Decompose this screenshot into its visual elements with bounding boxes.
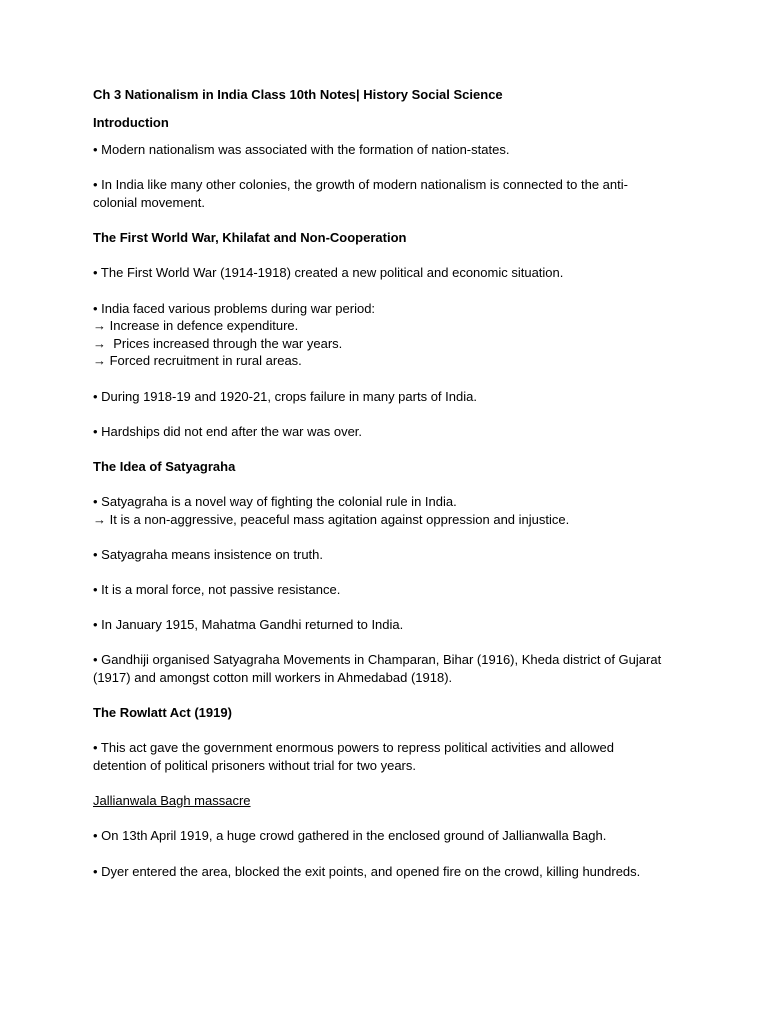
section-heading-satyagraha: The Idea of Satyagraha — [93, 458, 236, 474]
bullet-paragraph: • Gandhiji organised Satyagraha Movements in Champaran, Bihar (1916), Kheda district of Gujarat — [93, 652, 662, 668]
bullet-paragraph: • Modern nationalism was associated with the formation of nation-states. — [93, 142, 510, 158]
bullet-paragraph: • India faced various problems during war period: — [93, 300, 376, 316]
sub-point: → Increase in defence expenditure. — [93, 318, 299, 334]
section-heading-introduction: Introduction — [93, 114, 169, 130]
bullet-paragraph: • Hardships did not end after the war was over. — [93, 423, 363, 439]
sub-point: → It is a non-aggressive, peaceful mass agitation against oppression and injustice. — [93, 511, 570, 527]
section-heading-rowlatt-act: The Rowlatt Act (1919) — [93, 705, 232, 721]
sub-point: → Prices increased through the war years. — [93, 335, 343, 351]
bullet-paragraph: • In India like many other colonies, the growth of modern nationalism is connected to the anti- — [93, 177, 628, 193]
bullet-paragraph: • During 1918-19 and 1920-21, crops failure in many parts of India. — [93, 388, 477, 404]
bullet-paragraph: • Satyagraha is a novel way of fighting the colonial rule in India. — [93, 494, 457, 510]
document-title: Ch 3 Nationalism in India Class 10th Notes| History Social Science — [93, 87, 503, 102]
sub-point: → Forced recruitment in rural areas. — [93, 353, 302, 369]
bullet-paragraph: • Dyer entered the area, blocked the exit points, and opened fire on the crowd, killing hundreds. — [93, 863, 641, 879]
bullet-paragraph: • The First World War (1914-1918) created a new political and economic situation. — [93, 265, 564, 281]
bullet-paragraph: • On 13th April 1919, a huge crowd gathered in the enclosed ground of Jallianwalla Bagh. — [93, 828, 607, 844]
bullet-paragraph: • This act gave the government enormous powers to repress political activities and allowed — [93, 740, 614, 756]
bullet-paragraph: • In January 1915, Mahatma Gandhi returned to India. — [93, 617, 404, 633]
bullet-paragraph: • Satyagraha means insistence on truth. — [93, 546, 324, 562]
bullet-paragraph-continuation: colonial movement. — [93, 194, 205, 210]
document-page — [93, 86, 673, 880]
bullet-paragraph-continuation: (1917) and amongst cotton mill workers in Ahmedabad (1918). — [93, 670, 453, 685]
bullet-paragraph-continuation: detention of political prisoners without trial for two years. — [93, 757, 416, 773]
section-heading-first-world-war: The First World War, Khilafat and Non-Cooperation — [93, 230, 407, 246]
section-heading-jallianwala-bagh: Jallianwala Bagh massacre — [93, 793, 251, 809]
bullet-paragraph: • It is a moral force, not passive resistance. — [93, 582, 341, 598]
